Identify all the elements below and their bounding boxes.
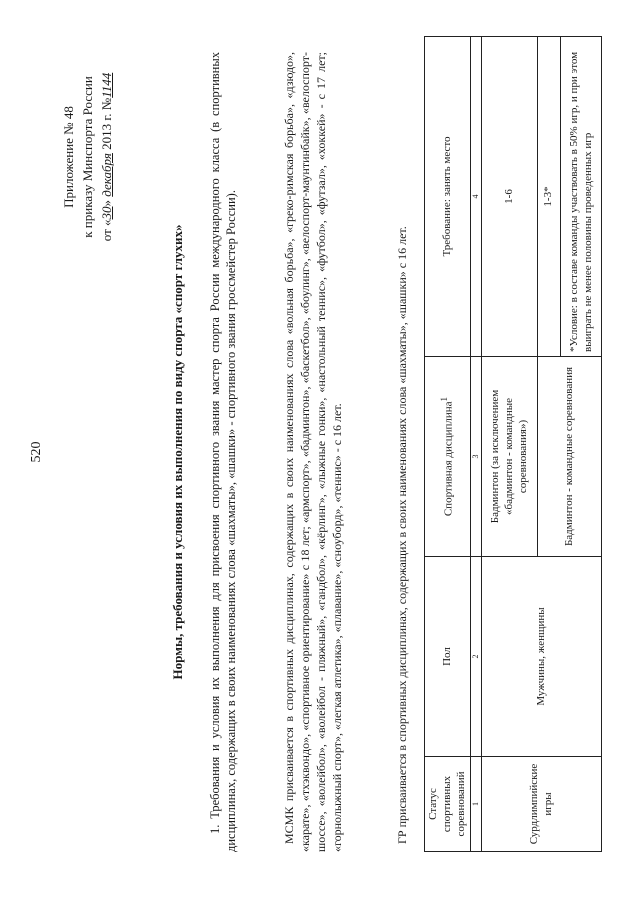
appendix-line-3 xyxy=(98,42,117,272)
cell-condition-note: *Условие: в составе команды участвовать в 50% игр, и при этом выиграть не менее половины проведенных игр xyxy=(561,37,602,357)
norms-table xyxy=(424,36,602,852)
cell-discipline: Бадминтон - командные соревнования xyxy=(538,357,602,557)
cell-gender: Мужчины, женщины xyxy=(482,557,602,757)
appendix-order-number: 1144 xyxy=(98,72,114,98)
column-number: 1 xyxy=(471,757,482,852)
header-discipline xyxy=(425,357,471,557)
gr-paragraph: ГР присваивается в спортивных дисциплинах, содержащих в своих наименованиях слова «шахматы», «шашки» с 16 лет. xyxy=(395,226,409,844)
header-footnote-mark: 1 xyxy=(438,396,449,402)
header-requirement: Требование: занять место xyxy=(425,37,471,357)
appendix-line-1: Приложение № 48 xyxy=(61,106,76,208)
page-number: 520 xyxy=(29,441,44,463)
msmk-paragraph: МСМК присваивается в спортивных дисциплинах, содержащих в своих наименованиях слова «вольная борьба», «греко-римская борьба», «дзюдо», «карате», «тхэквондо», «спортивное ориентирование» с 18 лет; «армспорт», «бадминтон», «баскетбол», «боулинг», «велоспорт-маунтинбайк», «велоспорт-шоссе», «волейбол», «волейбол - пляжный», «гандбол», «кёрлинг», «лыжные гонки», «настольный теннис», «футбол», «футзал», «хоккей» - с 17 лет; «горнолыжный спорт», «легкая атлетика», «плавание», «сноуборд», «теннис» - с 16 лет. xyxy=(282,52,344,852)
document-title: Нормы, требования и условия их выполнения по виду спорта «спорт глухих» xyxy=(170,224,185,680)
appendix-block xyxy=(60,42,117,272)
rotated-sheet xyxy=(20,22,620,882)
cell-status: Сурдлимпийские игры xyxy=(482,757,602,852)
header-discipline-label: Спортивная дисциплина xyxy=(442,401,455,517)
cell-requirement: 1-3* xyxy=(538,37,561,357)
table-row xyxy=(482,37,538,852)
appendix-date-month: декабря xyxy=(98,153,114,197)
column-number: 3 xyxy=(471,357,482,557)
appendix-date-prefix: от « xyxy=(98,219,114,242)
appendix-date-year: 2013 г. № xyxy=(98,97,114,150)
appendix-date-day: 30 xyxy=(98,206,114,220)
table-column-numbers-row xyxy=(471,37,482,852)
table-header-row xyxy=(425,37,471,852)
column-number: 4 xyxy=(471,37,482,357)
appendix-date-mid: » xyxy=(98,200,114,207)
cell-requirement: 1-6 xyxy=(482,37,538,357)
header-status: Статус спортивных соревнований xyxy=(425,757,471,852)
appendix-line-2: к приказу Минспорта России xyxy=(79,76,95,238)
cell-discipline: Бадминтон (за исключением «бадминтон - командные соревнования») xyxy=(482,357,538,557)
section-1-paragraph: 1. Требования и условия их выполнения для присвоения спортивного звания мастер спорта России международного класса (в спортивных дисциплинах, содержащих в своих наименованиях слова «шахматы», «шашки» - спортивного звания гроссмейстер России). xyxy=(208,52,238,852)
column-number: 2 xyxy=(471,557,482,757)
header-gender: Пол xyxy=(425,557,471,757)
